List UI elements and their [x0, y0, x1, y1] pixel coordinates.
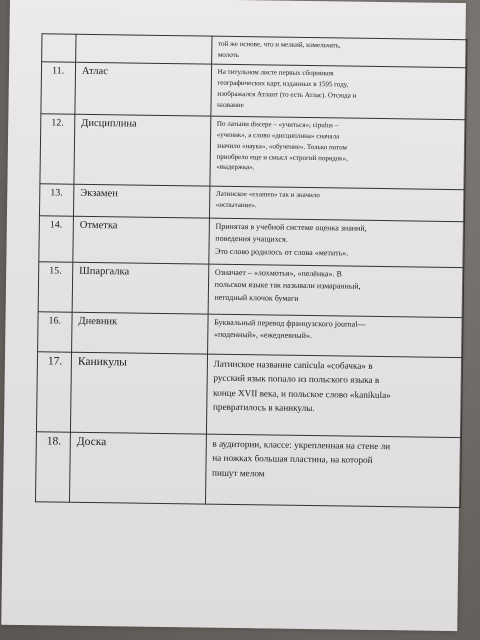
description-line: пишут мелом — [212, 467, 265, 478]
row-term: Отметка — [79, 219, 118, 232]
table-row — [38, 312, 464, 358]
row-description — [211, 65, 466, 116]
description-line: польском языке так называли измаранный, — [214, 280, 361, 292]
table-row — [35, 432, 461, 508]
row-number — [42, 34, 75, 37]
row-description — [208, 315, 463, 347]
description-cell — [210, 116, 466, 190]
row-term: Шпаргалка — [79, 265, 130, 278]
description-line: в аудитории, классе: укрепленная на стене ли — [212, 438, 391, 452]
description-line: «ученик», а слово «дисциплина» сначала — [216, 130, 340, 141]
description-line: географических карт, изданных в 1595 году, — [217, 78, 349, 89]
row-number: 16. — [48, 315, 62, 327]
row-term: Экзамен — [80, 187, 118, 200]
term-cell — [76, 34, 212, 64]
table-row — [39, 216, 465, 268]
term-cell — [70, 352, 207, 434]
row-term: Доска — [76, 435, 107, 449]
description-line: изображался Атлант (то есть Атлас). Отсюда и — [217, 89, 357, 100]
description-cell — [208, 264, 464, 318]
row-number: 15. — [49, 265, 62, 277]
number-cell — [39, 184, 73, 216]
number-cell — [36, 352, 71, 432]
description-line: молоть — [217, 50, 239, 59]
description-line: приобрело еще и смысл «строгий порядок», — [216, 152, 348, 163]
description-cell — [211, 64, 467, 120]
description-line: конце XVII века, и польское слово «kanikula» — [213, 387, 391, 400]
description-line: «выдержка». — [216, 163, 255, 172]
description-line: Принятая в учебной системе оценка знаний, — [215, 221, 367, 233]
number-cell — [39, 216, 74, 262]
description-line: той же основе, что и мелкий, измельчать, — [218, 39, 341, 50]
row-number: 18. — [46, 435, 62, 448]
row-description — [206, 435, 461, 485]
term-cell — [72, 312, 208, 354]
term-cell — [73, 184, 209, 218]
description-cell — [205, 434, 461, 508]
description-line: Латинское «examen» так и значило — [215, 189, 320, 200]
description-line: «поденный», «ежедневный». — [213, 330, 312, 341]
number-cell — [42, 34, 76, 62]
term-cell — [75, 62, 211, 116]
description-line: негодный клочок бумаги — [214, 292, 299, 303]
row-description — [209, 219, 464, 264]
number-cell — [35, 432, 70, 502]
paper-sheet — [1, 0, 466, 631]
description-cell — [208, 218, 464, 268]
table-row — [41, 62, 467, 120]
description-line: Означает – «лохмотья», «пелёнка». В — [214, 267, 342, 279]
description-line: Буквальный перевод французского journal— — [214, 317, 366, 329]
description-line: значило «наука», «обучение». Только потом — [216, 141, 348, 152]
description-line: на ножках большая пластина, на которой — [212, 452, 373, 466]
table-row — [40, 114, 466, 190]
term-cell — [73, 216, 209, 264]
number-cell — [40, 114, 75, 184]
row-number: 11. — [51, 65, 65, 77]
description-line: русский язык попало из польского языка в — [213, 372, 380, 386]
row-description — [207, 355, 462, 420]
vocabulary-table — [35, 33, 468, 508]
row-term: Каникулы — [77, 355, 128, 369]
row-number: 14. — [49, 219, 63, 231]
description-line: По латыни discepe – «учиться»; cipulus – — [216, 119, 339, 130]
row-term: Атлас — [81, 65, 108, 78]
description-line: «испытание». — [215, 200, 257, 210]
description-line: На титульном листе первых сборников — [217, 67, 334, 78]
description-cell — [207, 314, 463, 358]
number-cell — [41, 62, 76, 114]
row-description — [210, 117, 465, 179]
row-description — [210, 187, 465, 216]
term-cell — [69, 432, 206, 504]
description-line: поведения учащихся. — [215, 234, 288, 245]
row-number: 13. — [50, 187, 63, 199]
description-line: название — [217, 100, 244, 109]
row-term: Дневник — [78, 315, 118, 328]
description-line: Это слово родилось от слова «метить». — [215, 246, 349, 258]
description-line: Латинское название canicula «собачка» в — [213, 358, 373, 371]
row-term: Дисциплина — [81, 117, 137, 130]
table-row — [38, 262, 464, 318]
number-cell — [38, 312, 73, 352]
table-row — [36, 352, 462, 438]
row-term — [76, 35, 211, 40]
term-cell — [74, 114, 211, 186]
row-description — [212, 37, 467, 66]
description-line: превратилось в каникулы. — [212, 401, 315, 413]
row-number: 17. — [47, 355, 63, 368]
number-cell — [38, 262, 73, 312]
description-cell — [209, 186, 465, 222]
term-cell — [72, 262, 208, 314]
description-cell — [206, 354, 462, 438]
description-cell — [211, 36, 467, 68]
row-description — [208, 265, 463, 310]
row-number: 12. — [51, 117, 64, 129]
